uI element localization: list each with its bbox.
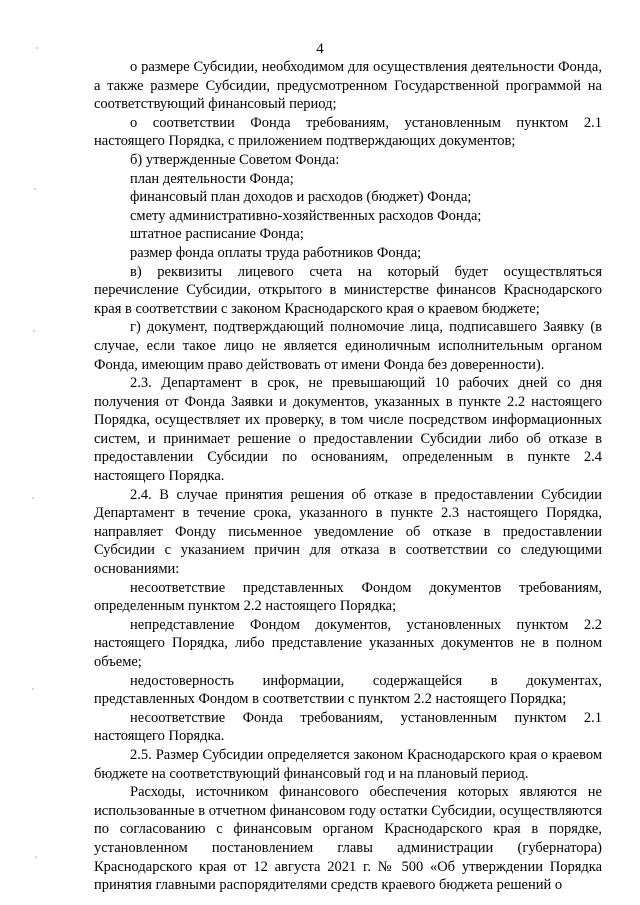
scan-speck <box>34 188 36 190</box>
scan-speck <box>33 330 35 332</box>
paragraph-ground-fund-noncompliance: несоответствие Фонда требованиям, установленным пунктом 2.1 настоящего Порядка. <box>94 709 602 745</box>
paragraph-subsidy-size: о размере Субсидии, необходимом для осуществления деятельности Фонда, а также размере Субсидии, предусмотренном Государственной программой на соответствующий финансовый период; <box>94 59 602 113</box>
paragraph-unused-balances: Расходы, источником финансового обеспечения которых являются не использованные в отчетном финансовом году остатки Субсидии, осуществляются по согласованию с финансовым органом Краснодарского края в порядке, установленном постановлением главы администрации (губернатора) Краснодарского края от 12 августа 2021 г. № 500 «Об утверждении Порядка принятия главными распорядителями средств краевого бюджета решений о <box>94 784 602 894</box>
paragraph-ground-inaccurate-information: недостоверность информации, содержащейся в документах, представленных Фондом в соответствии с пунктом 2.2 настоящего Порядка; <box>94 672 602 708</box>
paragraph-section-2-3: 2.3. Департамент в срок, не превышающий 10 рабочих дней со дня получения от Фонда Заявки и документов, указанных в пункте 2.2 настоящего Порядка, осуществляет их проверку, в том числе посредством информационных систем, и принимает решение о предоставлении Субсидии либо об отказе в предоставлении Субсидии по основаниям, определенным в пункте 2.4 настоящего Порядка. <box>94 375 602 485</box>
document-body <box>94 58 602 895</box>
scan-speck <box>32 497 34 499</box>
paragraph-activity-plan: план деятельности Фонда; <box>130 170 294 187</box>
paragraph-approved-by-council: б) утвержденные Советом Фонда: <box>130 151 340 168</box>
paragraph-ground-missing-documents: непредставление Фондом документов, установленных пунктом 2.2 настоящего Порядка, либо представление указанных документов не в полном объеме; <box>94 616 602 670</box>
paragraph-fund-compliance: о соответствии Фонда требованиям, установленным пунктом 2.1 настоящего Порядка, с приложением подтверждающих документов; <box>94 114 602 150</box>
paragraph-ground-noncompliance-documents: несоответствие представленных Фондом документов требованиям, определенным пунктом 2.2 настоящего Порядка; <box>94 579 602 615</box>
paragraph-staff-schedule: штатное расписание Фонда; <box>130 226 304 243</box>
page-number: 4 <box>316 41 324 57</box>
paragraph-authority-document: г) документ, подтверждающий полномочие лица, подписавшего Заявку (в случае, если такое лицо не является единоличным исполнительным органом Фонда, имеющим право действовать от имени Фонда без доверенности). <box>94 319 602 373</box>
paragraph-financial-plan: финансовый план доходов и расходов (бюджет) Фонда; <box>130 189 472 206</box>
paragraph-payroll-fund: размер фонда оплаты труда работников Фонда; <box>130 244 422 261</box>
paragraph-account-details: в) реквизиты лицевого счета на который будет осуществляться перечисление Субсидии, открытого в министерстве финансов Краснодарского края в соответствии с законом Краснодарского края о краевом бюджете; <box>94 263 602 317</box>
paragraph-section-2-5: 2.5. Размер Субсидии определяется законом Краснодарского края о краевом бюджете на соответствующий финансовый год и на плановый период. <box>94 746 602 782</box>
scan-speck <box>35 856 37 858</box>
paragraph-admin-estimate: смету административно-хозяйственных расходов Фонда; <box>130 207 482 224</box>
scan-speck <box>32 688 34 690</box>
paragraph-section-2-4: 2.4. В случае принятия решения об отказе в предоставлении Субсидии Департамент в течение срока, указанного в пункте 2.3 настоящего Порядка, направляет Фонду письменное уведомление об отказе в предоставлении Субсидии с указанием причин для отказа в соответствии со следующими основаниями: <box>94 486 602 578</box>
